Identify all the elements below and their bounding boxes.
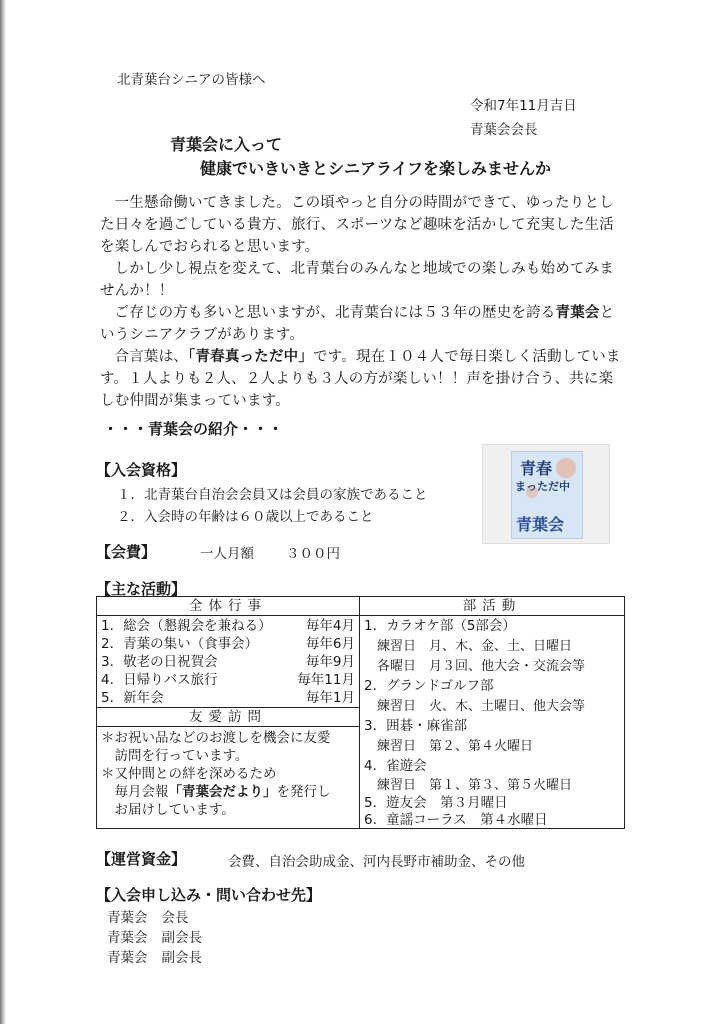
sender: 青葉会会長 (470, 122, 538, 138)
eligibility-heading: 【入会資格】 (96, 461, 187, 479)
club-row: 6．童謡コーラス 第４水曜日 (364, 812, 548, 828)
club-row: 5．遊友会 第３月曜日 (364, 795, 508, 811)
intro-p3: ご存じの方も多いと思いますが、北青葉台には５３年の歴史を誇る青葉会というシニアクラブがあります。 (100, 305, 615, 343)
logo-line3: 青葉会 (516, 515, 565, 534)
clubs-heading: 部活動 (360, 597, 624, 616)
scan-edge (0, 0, 6, 1024)
funding-heading: 【運営資金】 (96, 850, 187, 868)
club-row: 練習日 第２、第４火曜日 (364, 739, 534, 754)
logo-line1: 青春 (520, 459, 553, 478)
friend-note: 毎月会報「青葉会だより」を発行し (101, 784, 331, 800)
fee-label: 一人月額 (200, 546, 254, 562)
eligibility-item: １．北青葉台自治会会員又は会員の家族であること (117, 487, 428, 503)
event-row: 4．日帰りバス旅行 毎年11月 (101, 672, 355, 688)
intro-heading: ・・・青葉会の紹介・・・ (103, 420, 284, 438)
intro-p4: 合言葉は、「青春真っただ中」です。現在１０４人で毎日楽しく活動しています。１人よりも２人、２人よりも３人の方が楽しい！！声を掛け合う、共に楽しむ仲間が集まっています。 (100, 349, 621, 409)
logo-line2: まっただ中 (515, 480, 570, 493)
club-row: 3．囲碁・麻雀部 (364, 718, 468, 734)
club-row: 1．カラオケ部（5部会） (364, 618, 516, 634)
event-row: 1．総会（懇親会を兼ねる） 毎年4月 (101, 618, 355, 634)
friend-heading: 友愛訪問 (97, 707, 359, 727)
club-row: 練習日 第１、第３、第５火曜日 (364, 778, 573, 793)
club-row: 練習日 月、木、金、土、日曜日 (364, 639, 573, 654)
title-line2: 健康でいきいきとシニアライフを楽しみませんか (200, 159, 552, 178)
funding-text: 会費、自治会助成金、河内長野市補助金、その他 (228, 854, 525, 870)
contact-row: 青葉会 会長 (107, 910, 189, 926)
club-row: 練習日 火、木、土曜日、他大会等 (364, 699, 586, 714)
club-row: 2．グランドゴルフ部 (364, 678, 494, 694)
event-row: 2．青葉の集い（食事会） 毎年6月 (101, 636, 355, 652)
contact-row: 青葉会 副会長 (107, 950, 202, 966)
friend-note: 訪問を行っています。 (101, 748, 249, 764)
intro (100, 192, 628, 412)
events-heading: 全体行事 (97, 597, 359, 616)
contact-heading: 【入会申し込み・問い合わせ先】 (96, 886, 322, 904)
friend-note: ＊又仲間との絆を深めるため (101, 766, 277, 782)
friend-note: ＊お祝い品などのお渡しを機会に友愛 (101, 730, 331, 746)
event-row: 3．敬老の日祝賀会 毎年9月 (101, 654, 355, 670)
club-row: 各曜日 月３回、他大会・交流会等 (364, 659, 586, 674)
events-column (97, 597, 360, 828)
recipient: 北青葉台シニアの皆様へ (117, 72, 266, 88)
logo-banner (511, 451, 583, 539)
activities-table (96, 596, 625, 829)
eligibility-item: ２．入会時の年齢は６０歳以上であること (117, 509, 374, 525)
intro-p2: しかし少し視点を変えて、北青葉台のみんなと地域での楽しみも始めてみませんか！！ (100, 261, 615, 299)
clubs-column (360, 597, 624, 828)
fee-heading: 【会費】 (96, 543, 157, 561)
date: 令和7年11月吉日 (470, 98, 577, 114)
contact-row: 青葉会 副会長 (107, 930, 202, 946)
aobakai-logo (482, 444, 610, 544)
friend-note: お届けしています。 (101, 802, 235, 818)
event-row: 5．新年会 毎年1月 (101, 690, 355, 706)
intro-p1: 一生懸命働いてきました。この頃やっと自分の時間ができて、ゆったりとした日々を過ごしている貴方、旅行、スポーツなど趣味を活かして充実した生活を楽しんでおられると思います。 (100, 195, 614, 255)
club-row: 4．雀遊会 (364, 758, 427, 774)
fee-amount: ３００円 (286, 546, 340, 562)
activities-heading: 【主な活動】 (96, 580, 187, 598)
title-line1: 青葉会に入って (170, 135, 283, 154)
